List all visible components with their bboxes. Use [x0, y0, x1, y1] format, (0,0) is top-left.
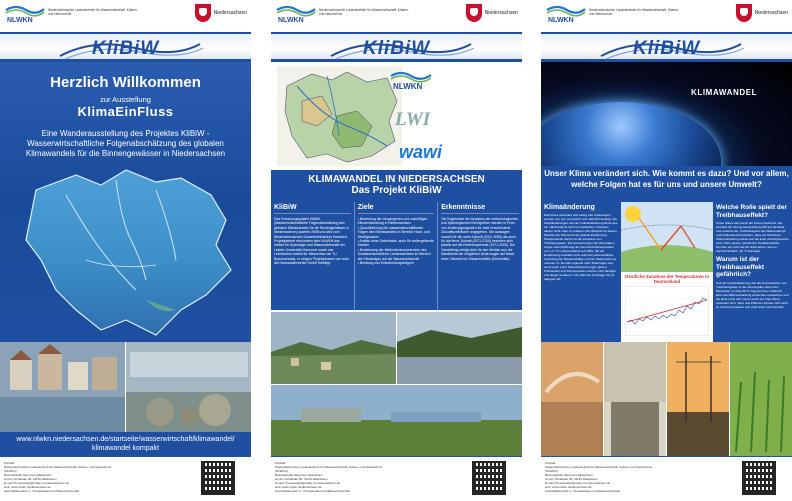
nlwkn-logo	[545, 3, 587, 25]
contact-footer	[0, 456, 251, 501]
org-name: Niedersächsischer Landesbetrieb für Wasserwirtschaft, Küsten- und Naturschutz	[319, 8, 409, 16]
list-item: • Aufbau einer Datenbasis, auch für weitergehende Studien	[358, 239, 435, 248]
poster-panel-welcome	[0, 0, 251, 501]
contact-line: An der Scharlake 39, 31135 Hildesheim	[4, 477, 57, 481]
nlwkn-logo-text: NLWKN	[548, 17, 574, 24]
state-logo	[736, 4, 788, 22]
klibiw-banner	[541, 32, 792, 62]
poster-header	[541, 0, 792, 32]
exhibition-name: KlimaEinFluss	[77, 104, 174, 119]
contact-line: Niedersächsischer Landesbetrieb für Wasserwirtschaft, Küsten- und Naturschutz (NLWKN)	[4, 465, 112, 473]
greenhouse-effect-diagram	[621, 202, 713, 272]
list-item: • Quantifizierung der wasserwirtschaftlichen Folgen des Klimawandels im Bereich Hoch- und Niedrigwasser	[358, 226, 435, 239]
column-text: Unser Klima wird durch die Sonne bestimmt. Ein Großteil der Sonneneinstrahlung trifft auf die Erde und erwärmt sie. Treibhausgase wie Wasserdampf und Kohlendioxid bewirken, dass ein Teil dieser Wärmestrahlung wieder auf die Erde zurückgeworfen wird. Ohne diesen natürlichen Treibhauseffekt könnten wir nicht auf der Erde leben: weil es durchschnittlich -18 °C kalt wäre.	[716, 221, 789, 253]
greenhouse-effect-column	[713, 202, 792, 342]
nlwkn-logo	[275, 3, 317, 25]
column-text: Das Klima verändert sich stetig. Die Änderungen werden von uns verursacht und natürlich bedingt. Die Klimaänderungen seit der Industrialisierung Ende des 18. Jahrhunderts sind mit natürlichen Ursachen alleine nicht mehr zu erklären. Ein Beispiel für diesen Wandel des Klimas ist die globale Erwärmung. Hauptursache hierfür ist die Zunahme von Treibhausgasen. Die Auswertungen der Klimadaten zeigen eine Erhöhung der Durchschnittstemperatur von 1,6 °C in Deutschland seit 1881. Mit der Erwärmung verändert sich auch die jahreszeitliche Verteilung der Niederschläge und der Wetterextreme nehmen zu. Es wird regional mehr Starkregen und somit auch mehr Überschwemmungen geben. Hitzewellen und Dürreperioden werden sich häufiger und länger andauern. Die Zahl der Frosttage nimmt dagegen ab.	[544, 213, 618, 281]
column-heading: Klimaänderung	[544, 204, 595, 211]
contact-line: Betriebsstelle Hannover-Hildesheim	[545, 473, 593, 477]
welcome-subtitle: zur Ausstellung	[100, 95, 151, 104]
partners-section	[271, 62, 522, 170]
wawi-logo: wawi	[399, 142, 443, 162]
contact-label: Kontakt:	[275, 461, 287, 465]
lwi-logo: LWI	[395, 109, 431, 130]
klibiw-logo: KliBiW	[363, 38, 431, 59]
contact-line: An der Scharlake 39, 31135 Hildesheim	[545, 477, 598, 481]
greenhouse-diagram-column	[621, 202, 713, 342]
state-logo	[195, 4, 247, 22]
key-question: Unser Klima verändert sich. Wie kommt es dazu? Und vor allem, welche Folgen hat es für uns und unsere Umwelt?	[541, 166, 792, 202]
temperature-chart-title: Deutliche Zunahme der Temperaturen in Deutschland	[625, 274, 709, 284]
nlwkn-partner-logo	[389, 70, 433, 92]
state-name: Niedersachsen	[213, 10, 247, 16]
lower-saxony-relief-map	[6, 160, 246, 338]
contact-web: web: www.nlwkn.niedersachsen.de	[275, 485, 322, 489]
contact-footer	[541, 456, 792, 501]
welcome-section	[0, 62, 251, 342]
project-title-bar	[271, 170, 522, 202]
lower-saxony-crest-icon	[195, 4, 211, 22]
contact-web: web: www.nlwkn.niedersachsen.de	[4, 485, 51, 489]
findings-column	[438, 202, 522, 310]
project-columns	[271, 202, 522, 310]
column-heading: Ziele	[358, 204, 435, 214]
contact-line: Betriebsstelle Hannover-Hildesheim	[275, 473, 323, 477]
climate-photos	[541, 342, 792, 456]
qr-code-icon[interactable]	[742, 461, 776, 495]
lower-saxony-crest-icon	[466, 4, 482, 22]
column-heading: KliBiW	[274, 204, 351, 214]
goals-list	[358, 217, 435, 265]
klibiw-banner	[0, 32, 251, 62]
column-text: Das Forschungsprojekt KliBiW (Wasserwirtschaftliche Folgenabschätzung des globalen Klimawandels für die Binnengewässer in Niedersachsen) startete 2008 und wird vom Niedersächsischen Umweltministerium finanziert. Projektpartner sind neben dem NLWKN das Institut für Hydrologie und Wasserwirtschaft der Leibniz Universität Hannover sowie das Leichtweiss-Institut für Wasserbau der TU Braunschweig. In einigen Projektphasen war auch die Harzwasserwerke GmbH beteiligt.	[274, 217, 350, 266]
nlwkn-logo	[4, 3, 46, 25]
column-heading: Warum ist der Treibhauseffekt gefährlich?	[716, 256, 765, 278]
column-text: Die Ergebnisse der Analysen der meteorologischen und hydrologischen Kenngrößen werden in Form von Änderungssignalen für zwei verschiedene Zukunftszeiträume angegeben. Die Aussagen sowohl für die nahe Zukunft (2021-2050) als auch für die ferne Zukunft (2071-2100) beziehen sich jeweils auf die Referenzperiode (1971-2000). Die Darstellung erfolgt stets für den Median aus der Bandbreite der möglichen Änderungen auf Basis einer Vielzahl von Klimamodellen (Ensemble).	[441, 217, 519, 261]
klibiw-column	[271, 202, 355, 310]
klibiw-banner	[271, 32, 522, 62]
partner-logos	[389, 64, 522, 168]
contact-label: Kontakt:	[4, 461, 16, 465]
poster-header	[0, 0, 251, 32]
goals-column	[355, 202, 439, 310]
exhibition-description: Eine Wanderausstellung des Projektes KliBiW - Wasserwirtschaftliche Folgenabschätzung des globalen Klimawandels für die Binnengewässer in Niedersachsen	[25, 129, 226, 158]
qr-code-icon[interactable]	[201, 461, 235, 495]
poster-panel-climate-change	[541, 0, 792, 501]
state-logo	[466, 4, 518, 22]
catchment-map	[277, 66, 402, 166]
poster-header	[271, 0, 522, 32]
nlwkn-partner-logo-text: NLWKN	[393, 82, 423, 91]
temperature-chart	[625, 286, 709, 336]
climate-change-title: KLIMAWANDEL	[691, 88, 758, 97]
climate-change-column	[541, 202, 621, 342]
nlwkn-logo-text: NLWKN	[7, 17, 33, 24]
contact-line: Geschäftsbereich 3 - Klimawandel und Wasserwirtschaft	[4, 489, 79, 493]
contact-line: Niedersächsischer Landesbetrieb für Wasserwirtschaft, Küsten- und Naturschutz (NLWKN)	[275, 465, 383, 473]
climate-content	[541, 202, 792, 342]
contact-email: E-mail: Pressestelle@nlwkn-hi.niedersachsen.de	[4, 481, 70, 485]
lower-saxony-crest-icon	[736, 4, 752, 22]
state-name: Niedersachsen	[484, 10, 518, 16]
welcome-title: Herzlich Willkommen	[50, 74, 201, 91]
column-heading: Erkenntnisse	[441, 204, 519, 214]
org-name: Niedersächsischer Landesbetrieb für Wasserwirtschaft, Küsten- und Naturschutz	[48, 8, 138, 16]
project-title: KLIMAWANDEL IN NIEDERSACHSEN	[308, 174, 485, 185]
klibiw-logo: KliBiW	[633, 38, 701, 59]
poster-panel-project	[271, 0, 522, 501]
contact-info	[4, 461, 124, 493]
list-item: • Bewertung der vergangenen und zukünftigen Klimaentwicklung in Niedersachsen	[358, 217, 435, 226]
contact-email: E-mail: Pressestelle@nlwkn-hi.niedersachsen.de	[545, 481, 611, 485]
earth-image	[541, 62, 792, 166]
contact-line: An der Scharlake 39, 31135 Hildesheim	[275, 477, 328, 481]
contact-line: Geschäftsbereich 3 - Klimawandel und Wasserwirtschaft	[275, 489, 350, 493]
klibiw-logo: KliBiW	[92, 38, 160, 59]
contact-email: E-mail: Pressestelle@nlwkn-hi.niedersachsen.de	[275, 481, 341, 485]
contact-info	[275, 461, 395, 493]
project-subtitle: Das Projekt KliBiW	[351, 185, 442, 196]
nlwkn-logo-text: NLWKN	[278, 17, 304, 24]
website-link[interactable]: www.nlwkn.niedersachsen.de/startseite/wasserwirtschaft/klimawandel/ klimawandel kompakt	[0, 432, 251, 456]
column-heading: Welche Rolle spielt der Treibhauseffekt?	[716, 204, 788, 219]
org-name: Niedersächsischer Landesbetrieb für Wasserwirtschaft, Küsten- und Naturschutz	[589, 8, 679, 16]
landscape-photos	[271, 312, 522, 456]
planet-earth-icon	[541, 102, 721, 166]
contact-web: web: www.nlwkn.niedersachsen.de	[545, 485, 592, 489]
flood-photos	[0, 342, 251, 432]
contact-info	[545, 461, 665, 493]
contact-footer	[271, 456, 522, 501]
state-name: Niedersachsen	[754, 10, 788, 16]
contact-label: Kontakt:	[545, 461, 557, 465]
contact-line: Niedersächsischer Landesbetrieb für Wasserwirtschaft, Küsten- und Naturschutz (NLWKN)	[545, 465, 653, 473]
list-item: • Erweiterung der Methodenkompetenzen des Gewässerkundlichen Landesdienstes im Bereich der Klimafolgen auf die Wasserwirtschaft	[358, 248, 435, 261]
contact-line: Betriebsstelle Hannover-Hildesheim	[4, 473, 52, 477]
qr-code-icon[interactable]	[472, 461, 506, 495]
column-text: Seit der Industrialisierung hat die Konzentration von Treibhausgasen in der Atmosphäre durch den Menschen um fast 50 % zugenommen. Dadurch kann die Wärmestrahlung schlechter entweichen und die Erde heizt sich immer mehr auf. Das Klima verändert sich. Tiere und Pflanzen können sich nicht so schnell anpassen und viele Arten sind bedroht.	[716, 280, 789, 309]
contact-line: Geschäftsbereich 3 - Klimawandel und Wasserwirtschaft	[545, 489, 620, 493]
list-item: • Beratung von Entscheidungsträgern	[358, 261, 435, 265]
